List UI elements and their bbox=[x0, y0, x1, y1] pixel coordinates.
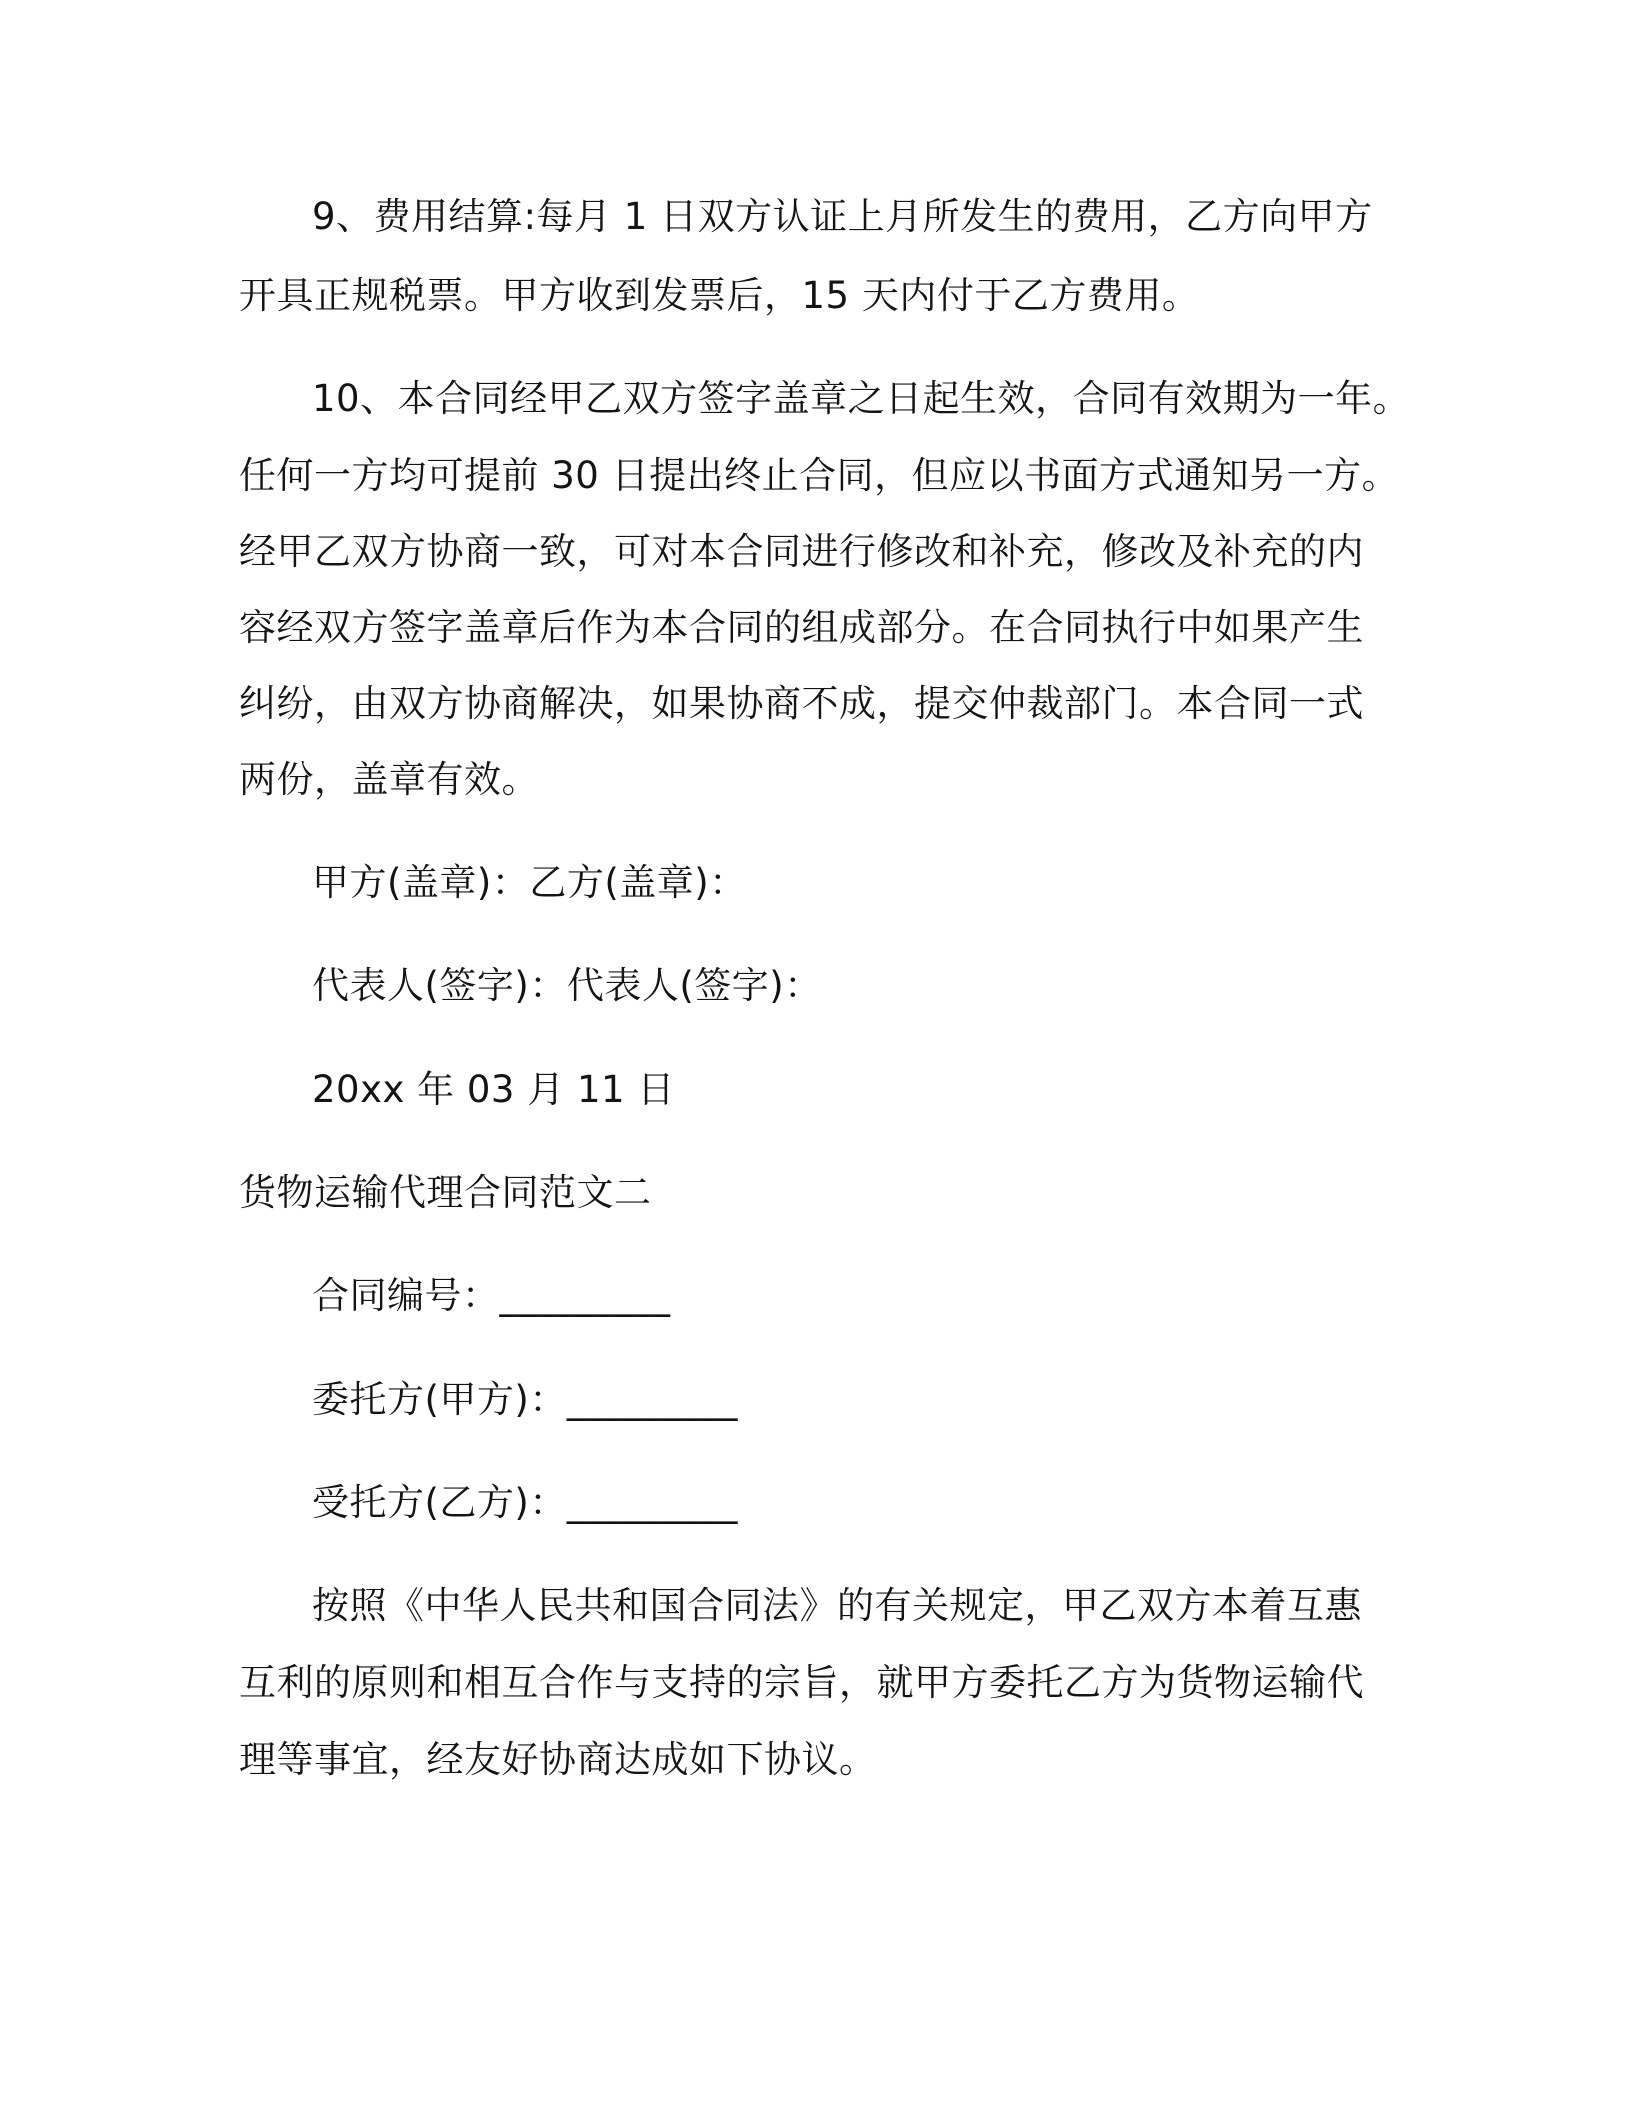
principal-field: 委托方(甲方)：_________ bbox=[312, 1378, 738, 1421]
agent-field: 受托方(乙方)：_________ bbox=[312, 1481, 738, 1524]
clause-10-line-3: 经甲乙双方协商一致，可对本合同进行修改和补充，修改及补充的内 bbox=[239, 530, 1364, 573]
preamble-line-3: 理等事宜，经友好协商达成如下协议。 bbox=[239, 1738, 877, 1781]
section-title: 货物运输代理合同范文二 bbox=[239, 1171, 652, 1214]
clause-10-line-6: 两份，盖章有效。 bbox=[239, 758, 539, 801]
clause-10-line-1: 10、本合同经甲乙双方签字盖章之日起生效，合同有效期为一年。 bbox=[312, 377, 1411, 420]
seal-line: 甲方(盖章)：乙方(盖章)： bbox=[312, 861, 747, 904]
representative-line: 代表人(签字)：代表人(签字)： bbox=[312, 964, 822, 1007]
clause-10-line-4: 容经双方签字盖章后作为本合同的组成部分。在合同执行中如果产生 bbox=[239, 606, 1364, 649]
signing-date: 20xx 年 03 月 11 日 bbox=[312, 1068, 675, 1111]
clause-10-line-5: 纠纷，由双方协商解决，如果协商不成，提交仲裁部门。本合同一式 bbox=[239, 682, 1364, 725]
clause-9-line-1: 9、费用结算:每月 1 日双方认证上月所发生的费用，乙方向甲方 bbox=[312, 195, 1373, 238]
contract-number-field: 合同编号：_________ bbox=[312, 1274, 671, 1317]
clause-9-line-2: 开具正规税票。甲方收到发票后，15 天内付于乙方费用。 bbox=[239, 274, 1200, 317]
preamble-line-2: 互利的原则和相互合作与支持的宗旨，就甲方委托乙方为货物运输代 bbox=[239, 1661, 1364, 1704]
preamble-line-1: 按照《中华人民共和国合同法》的有关规定，甲乙双方本着互惠 bbox=[312, 1584, 1362, 1627]
clause-10-line-2: 任何一方均可提前 30 日提出终止合同，但应以书面方式通知另一方。 bbox=[239, 454, 1400, 497]
